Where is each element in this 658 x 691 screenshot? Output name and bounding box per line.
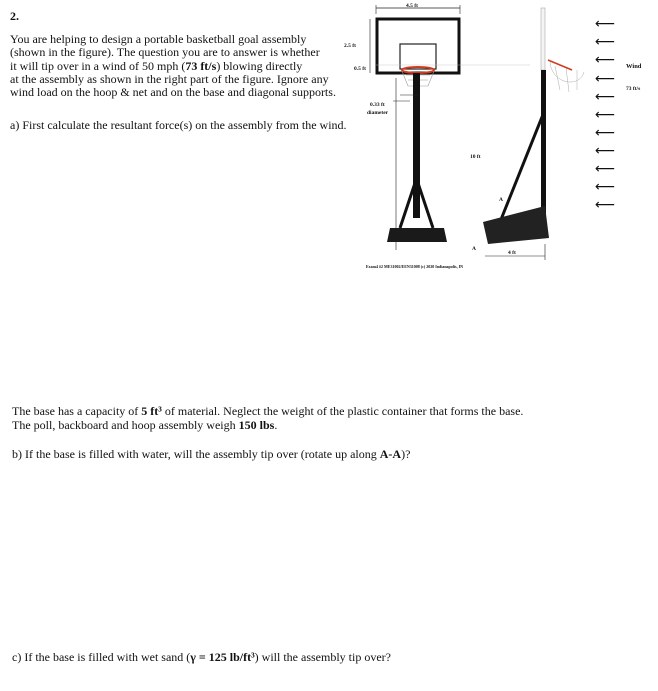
- intro-line-3-tail: ) blowing directly: [216, 58, 303, 73]
- wind-label: Wind: [626, 63, 642, 70]
- part-b-post: )?: [401, 447, 411, 461]
- intro-line-4: at the assembly as shown in the right part of the figure. Ignore any: [10, 71, 329, 86]
- base-capacity-bold: 5 ft³: [141, 404, 162, 418]
- part-c-pre: c) If the base is filled with wet sand (: [12, 650, 191, 664]
- front-view: [370, 5, 530, 250]
- weight-post: .: [274, 417, 278, 432]
- wind-arrow-10: ⟵: [595, 179, 616, 195]
- wind-arrow-2: ⟵: [595, 34, 616, 50]
- base-capacity-post: of material. Neglect the weight of the plastic container that forms the base.: [161, 404, 524, 418]
- height-dimension-label: 2.5 ft: [344, 43, 356, 49]
- intro-line-3-head: it will tip over in a wind of 50 mph (: [10, 58, 186, 73]
- wind-arrow-4: ⟵: [595, 71, 616, 87]
- side-brace: [500, 112, 544, 222]
- pole-diameter-label: 0.33 ft: [370, 102, 385, 108]
- wind-speed-bold: 73 ft/s: [185, 58, 217, 73]
- part-b-bold: A-A: [379, 447, 402, 461]
- wind-arrow-6: ⟵: [595, 107, 616, 123]
- weight-bold: 150 lbs: [238, 417, 275, 432]
- wind-arrow-3: ⟵: [595, 52, 616, 68]
- intro-line-1: You are helping to design a portable basketball goal assembly: [10, 32, 307, 46]
- base-capacity-pre: The base has a capacity of: [12, 404, 142, 418]
- point-a-front-label: A: [472, 246, 476, 252]
- wind-arrow-11: ⟵: [595, 197, 616, 213]
- part-c-post: ) will the assembly tip over?: [254, 650, 391, 664]
- point-a-side-label: A: [499, 197, 503, 203]
- wind-arrow-9: ⟵: [595, 161, 616, 177]
- part-c-bold: γ = 125 lb/ft³: [190, 650, 255, 664]
- side-backboard: [541, 8, 545, 70]
- rim-dimension-label: 0.5 ft: [354, 66, 366, 72]
- front-base: [387, 228, 447, 242]
- wind-arrow-1: ⟵: [595, 16, 616, 32]
- side-pole: [541, 70, 546, 220]
- side-base: [483, 206, 549, 244]
- wind-arrow-7: ⟵: [595, 125, 616, 141]
- figure-credit: Exam4 #2 ME31002/EEN31008 (c) 2020 Indianapolis, IN: [366, 264, 464, 269]
- wind-arrow-5: ⟵: [595, 89, 616, 105]
- wind-arrow-8: ⟵: [595, 143, 616, 159]
- part-b-pre: b) If the base is filled with water, will the assembly tip over (rotate up along: [12, 447, 380, 461]
- part-a-question: a) First calculate the resultant force(s) on the assembly from the wind.: [10, 118, 347, 132]
- side-view: [483, 8, 584, 260]
- side-net: [550, 62, 584, 92]
- wind-speed-label: 73 ft/s: [626, 86, 641, 92]
- pole-diameter-text: diameter: [367, 110, 389, 116]
- width-dimension-label: 4.5 ft: [406, 3, 418, 9]
- base-length-label: 4 ft: [508, 250, 516, 256]
- pole-height-label: 10 ft: [470, 154, 481, 160]
- question-number: 2.: [10, 9, 19, 23]
- weight-pre: The poll, backboard and hoop assembly weigh: [12, 417, 239, 432]
- intro-line-2: (shown in the figure). The question you are to answer is whether: [10, 45, 320, 60]
- intro-line-5: wind load on the hoop & net and on the base and diagonal supports.: [10, 85, 336, 100]
